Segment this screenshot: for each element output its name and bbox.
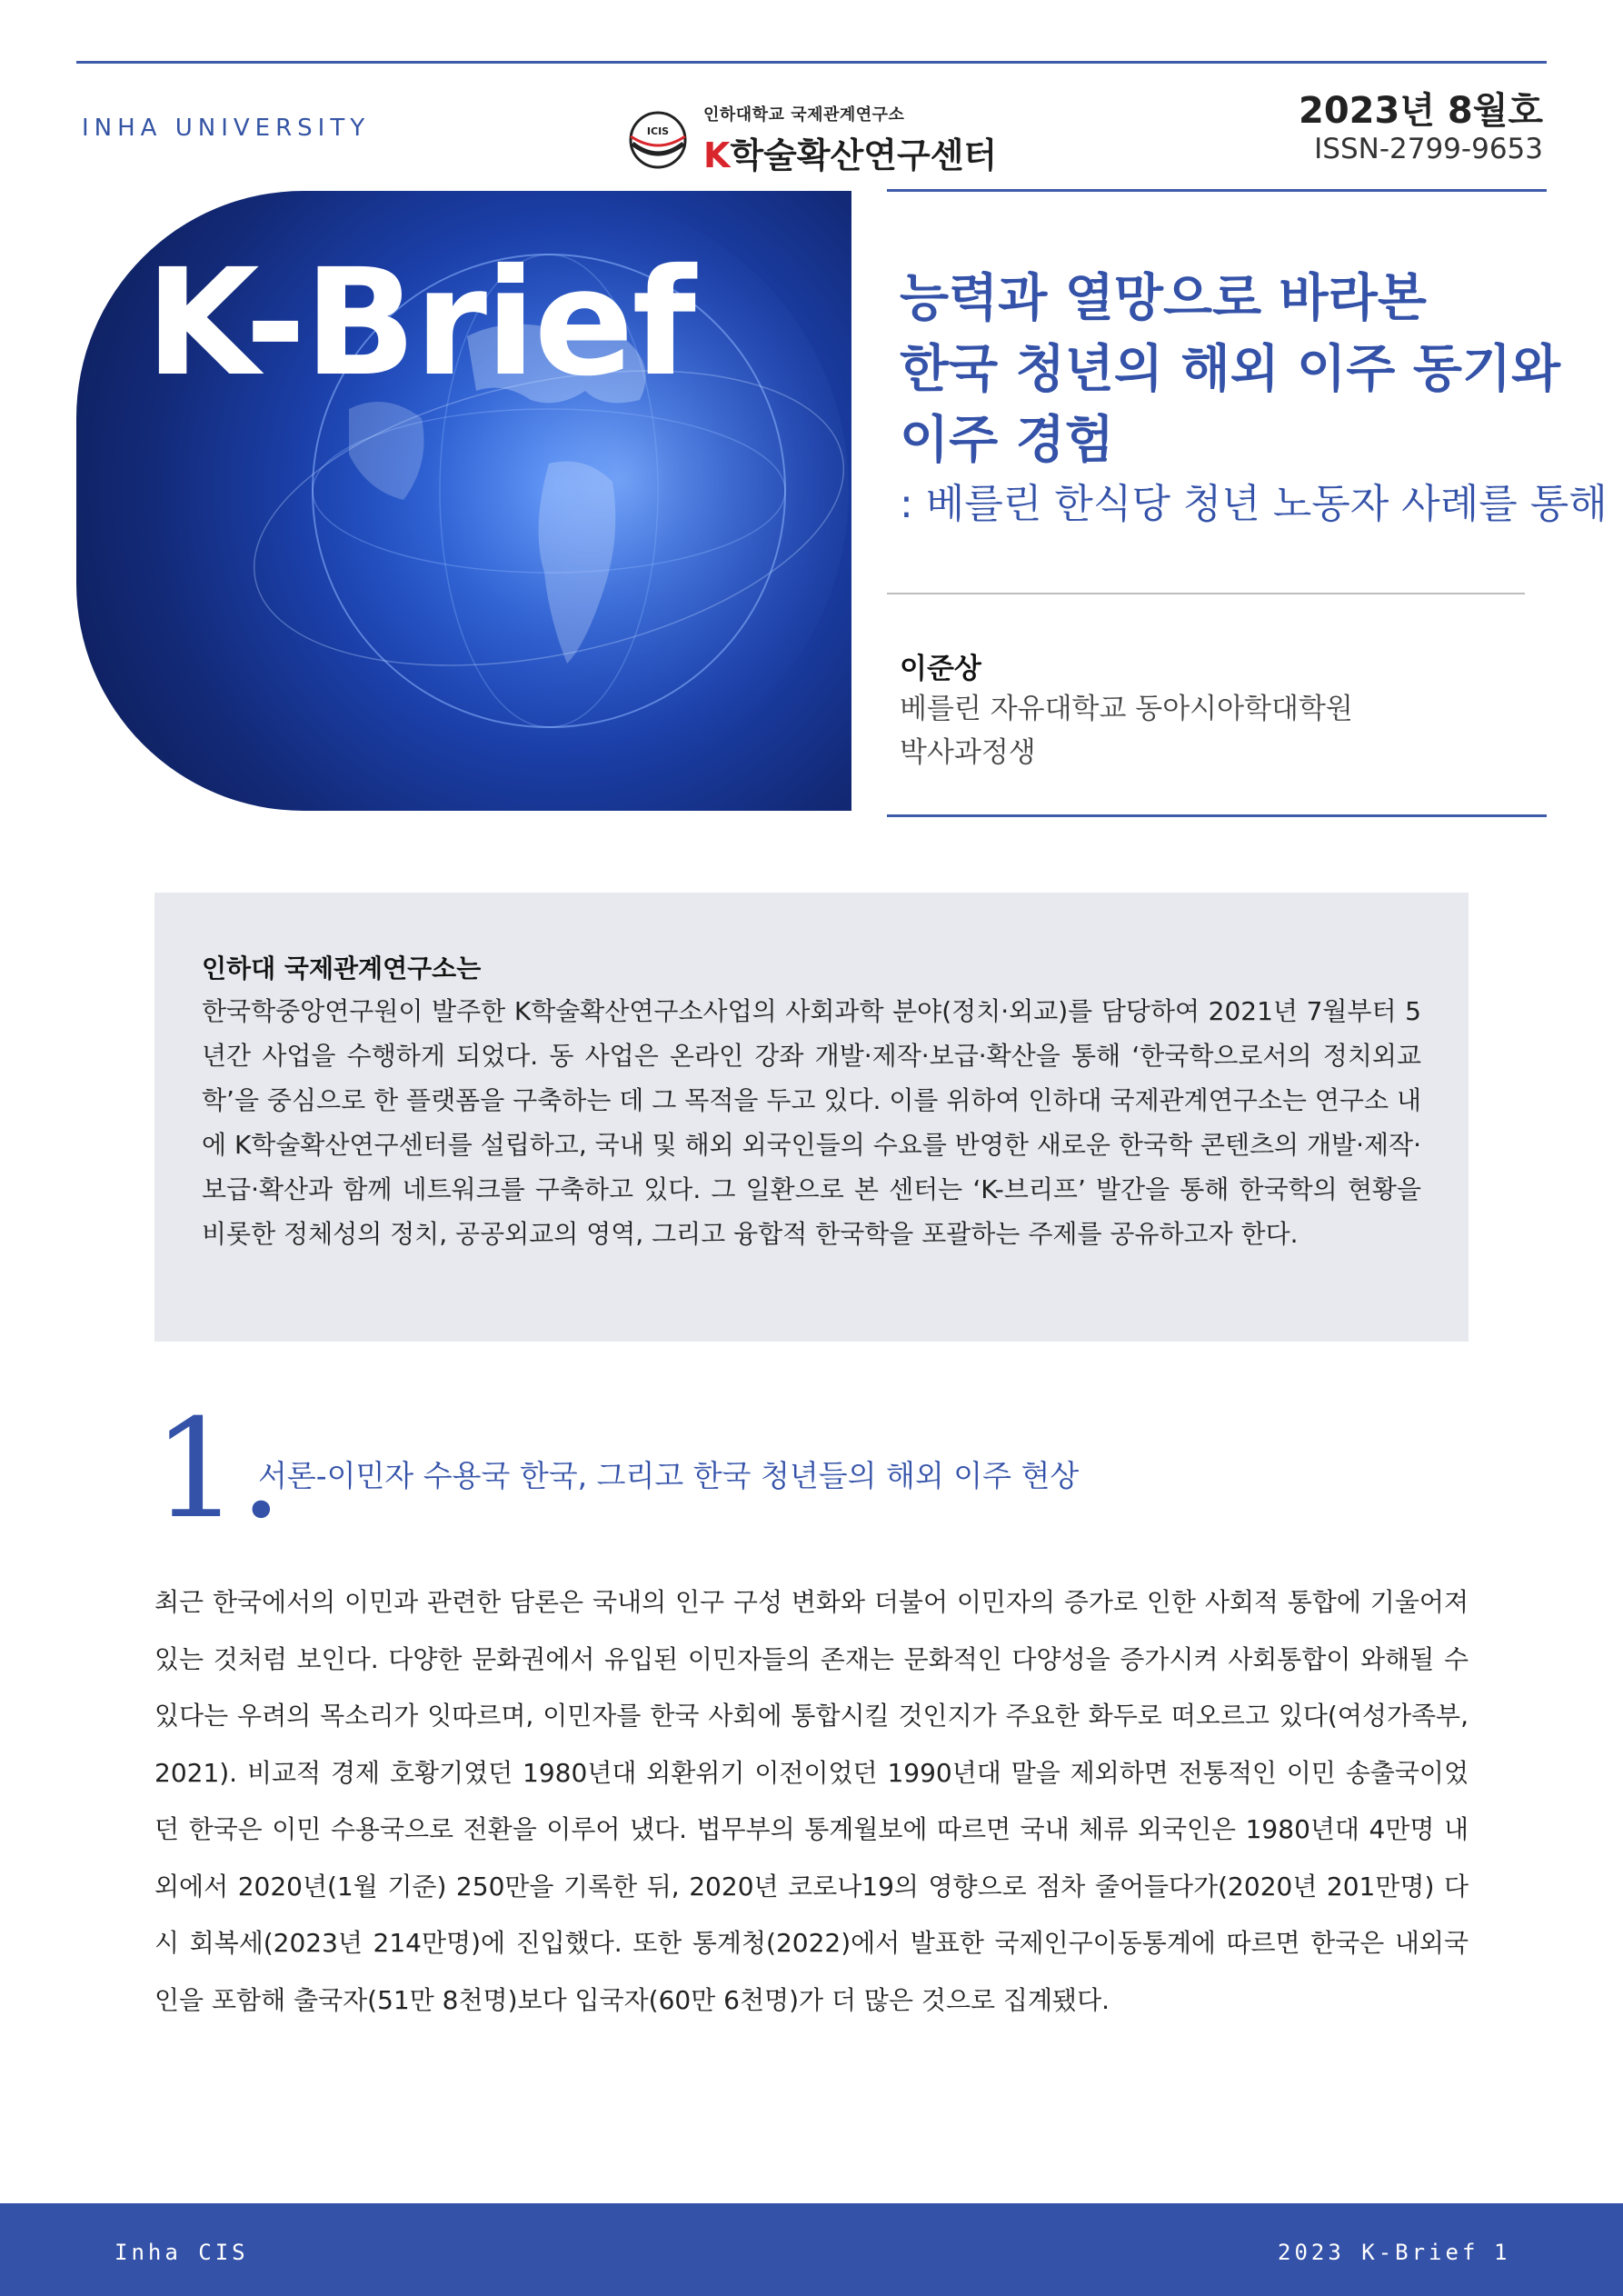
footer-series: 2023 K-Brief — [1278, 2240, 1479, 2265]
center-logo — [625, 102, 997, 177]
section-body: 최근 한국에서의 이민과 관련한 담론은 국내의 인구 구성 변화와 더불어 이민자의 증가로 인한 사회적 통합에 기울어져 있는 것처럼 보인다. 다양한 문화권에서 유입된 이민자들의 존재는 문화적인 다양성을 증가시켜 사회통합이 와해될 수 있다는 우려의 목소리가 잇따르며, 이민자를 한국 사회에 통합시킬 것인지가 주요한 화두로 떠오르고 있다(여성가족부, 2021). 비교적 경제 호황기였던 1980년대 외환위기 이전이었던 1990년대 말을 제외하면 전통적인 이민 송출국이었던 한국은 이민 수용국으로 전환을 이루어 냈다. 법무부의 통계월보에 따르면 국내 체류 외국인은 1980년대 4만명 내외에서 2020년(1월 기준) 250만을 기록한 뒤, 2020년 코로나19의 영향으로 점차 줄어들다가(2020년 201만명) 다시 회복세(2023년 214만명)에 진입했다. 또한 통계청(2022)에서 발표한 국제인구이동통계에 따르면 한국은 내외국인을 포함해 출국자(51만 8천명)보다 입국자(60만 6천명)가 더 많은 것으로 집계됐다. — [154, 1587, 1469, 2015]
university-name: INHA UNIVERSITY — [82, 115, 371, 142]
intro-body: 한국학중앙연구원이 발주한 K학술확산연구소사업의 사회과학 분야(정치·외교)를 담당하여 2021년 7월부터 5년간 사업을 수행하게 되었다. 동 사업은 온라인 강좌 개발·제작·보급·확산을 통해 ‘한국학으로서의 정치외교학’을 중심으로 한 플랫폼을 구축하는 데 그 목적을 두고 있다. 이를 위하여 인하대 국제관계연구소는 연구소 내에 K학술확산연구센터를 설립하고, 국내 및 해외 외국인들의 수요를 반영한 새로운 한국학 콘텐츠의 개발·제작·보급·확산과 함께 네트워크를 구축하고 있다. 그 일환으로 본 센터는 ‘K-브리프’ 발간을 통해 한국학의 현황을 비롯한 정체성의 정치, 공공외교의 영역, 그리고 융합적 한국학을 포괄하는 주제를 공유하고자 한다. — [202, 996, 1421, 1249]
issue-date: 2023년 8월호 — [1298, 90, 1543, 132]
title-rule-mid — [887, 593, 1525, 594]
logo-institute: 인하대학교 국제관계연구소 — [703, 105, 905, 125]
title-rule-top — [887, 189, 1547, 192]
issn-number: ISSN-2799-9653 — [1314, 133, 1543, 165]
page-number: 1 — [1494, 2240, 1508, 2265]
author-affiliation — [900, 687, 1353, 774]
title-line: 한국 청년의 해외 이주 동기와 — [900, 340, 1561, 399]
article-subtitle: : 베를린 한식당 청년 노동자 사례를 통해 — [900, 481, 1608, 527]
section-number: 1. — [153, 1391, 284, 1549]
globe-logo-icon — [625, 107, 691, 173]
logo-mark-text: ICIS — [646, 125, 670, 137]
logo-k-letter: K — [703, 135, 731, 175]
article-title — [900, 264, 1560, 476]
affiliation-line: 박사과정생 — [900, 736, 1036, 769]
section-title: 서론-이민자 수용국 한국, 그리고 한국 청년들의 해외 이주 현상 — [258, 1458, 1080, 1493]
logo-center-rest: 학술확산연구센터 — [730, 135, 998, 175]
footer-publisher: Inha CIS — [115, 2240, 249, 2265]
logo-text — [703, 102, 997, 177]
title-line: 능력과 열망으로 바라본 — [900, 269, 1427, 328]
intro-heading: 인하대 국제관계연구소는 — [202, 953, 482, 983]
hero-title: K-Brief — [145, 238, 694, 409]
title-line: 이주 경험 — [900, 411, 1114, 470]
author-name: 이준상 — [900, 653, 981, 685]
title-rule-bottom — [887, 814, 1547, 817]
top-rule — [76, 61, 1547, 64]
logo-center-name — [703, 127, 997, 177]
affiliation-line: 베를린 자유대학교 동아시아학대학원 — [900, 693, 1353, 725]
